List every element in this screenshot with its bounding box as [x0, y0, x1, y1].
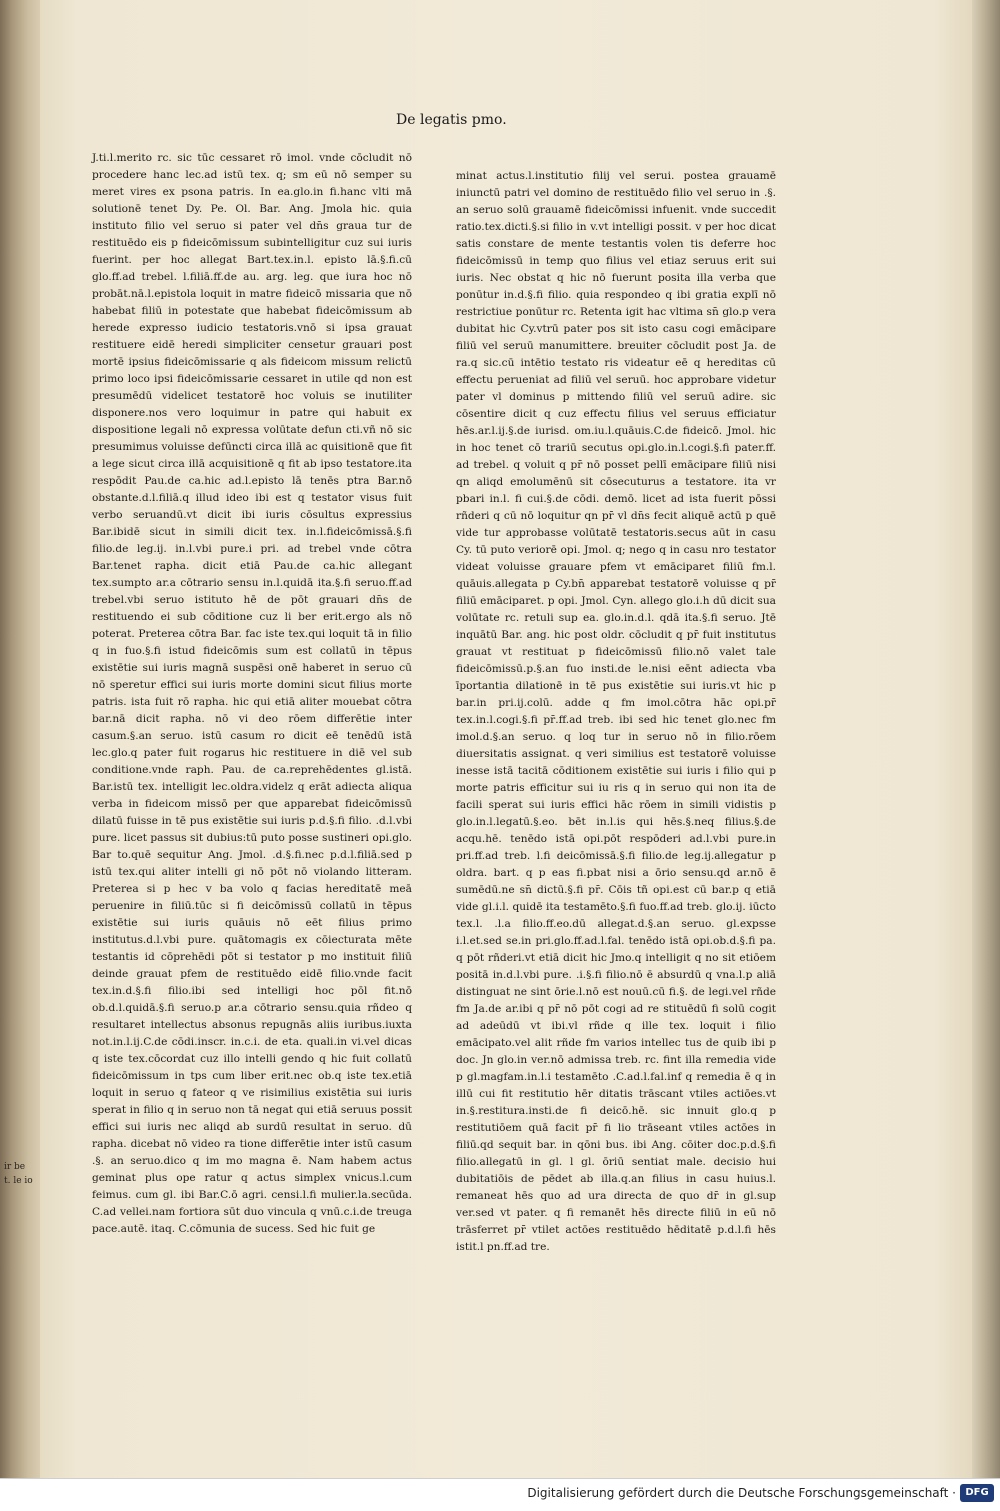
left-column-text: J.ti.l.merito rc. sic tūc cessaret rō imol. vnde cōcludit nō procedere hanc lec.ad istū tex. q; sm eū nō semper su meret vires ex psona patris. In ea.glo.in fi.hanc vlti mā solutionē tenet Dy. Pe. Ol. Bar. Ang. Jmola hic. quia instituto filio vel seruo si pater vel dn̄s graua tur de restituēdo eis p fideicōmissum subintelligitur cuz sui iuris fuerint. per hoc allegat Bart.tex.in.l. episto lā.§.fi.cū glo.ff.ad trebel. l.filiā.ff.de au. arg. leg. que iura hoc nō probāt.nā.l.epistola loquit in matre fideicō missaria que nō habebat filiū in potestate que habebat fideicōmissum ab herede expresso iudicio testatoris.vnō si ipsa grauat restituere eidē heredi simpliciter censetur grauari post mortē ipsius fideicōmissarie q als fideicom missum relictū primo loco ipsi fideicōmissarie cessaret in utile qd non est presumēdū videlicet testatorē hoc voluis se inutiliter disponere.nos vero loquimur in patre qui habuit ex dispositione legali nō expressa volūtate defun cti.vñ nō sic presumimus voluisse defūncti circa illā ac quisitionē que fit a lege sicut circa illā acquisitionē q fit ab ipso testatore.ita respōdit Pau.de ca.hic ad.l.episto lā tenēs ptra Bar.nō obstante.d.l.filiā.q illud ideo ibi est q testator visus fuit verbo seruandū.vt dicit ibi iuris cōsultus expressius Bar.ibidē sicut in simili dicit tex. in.l.fideicōmissā.§.fi filio.de leg.ij. in.l.vbi pure.i pri. ad trebel vnde cōtra Bar.tenet rapha. dicit etiā Pau.de ca.hic allegant tex.sumpto ar.a cōtrario sensu in.l.quidā ita.§.fi seruo.ff.ad trebel.vbi seruo istituto hē de pōt grauari dn̄s de restituendo ei sub cōditione cuz li ber erit.ergo als nō poterat. Preterea cōtra Bar. fac iste tex.qui loquit tā in filio q in fuo.§.fi istud fideicōmis sum est collatū in tēpus existētie sui iuris magnā suspēsi onē haberet in seruo cū nō speretur effici sui iuris morte domini sicut filius morte patris. ista fuit rō rapha. hic qui etiā aliter mouebat cōtra bar.nā dicit rapha. nō vi deo rōem differētie inter casum.§.an seruo. istū casum ro dicit eē tenēdū istā lec.glo.q pater fuit rogarus hic restituere in diē vel sub conditione.vnde raph. Pau. de ca.reprehēdentes gl.istā. Bar.istū tex. intelligit lec.oldra.videlz q erāt adiecta aliqua verba in fideicom missō per que apparebat fideicōmissū dilatū fuisse in tē pus existētie sui iuris p.d.§.fi filio. .d.l.vbi pure. licet passus sit dubius:tū puto posse sustineri opi.glo. Bar to.quē sequitur Ang. Jmol. .d.§.fi.nec p.d.l.filiā.sed p istū tex.qui aliter intelli gi nō pōt nō violando litteram. Preterea si p hec v ba volo q facias hereditatē meā peruenire in filiū.tūc si fi deicōmissū collatū in tēpus existētie sui iuris quāuis nō eēt filius primo institutus.d.l.vbi pure. quātomagis ex cōiecturata mēte testantis id cōprehēdi pōt si testator p mo instituit filiū deinde grauat pfem de restituēdo eidē filio.vnde facit tex.in.d.§.fi filio.ibi sed intelligi hoc pōl fit.nō ob.d.l.quidā.§.fi seruo.p ar.a cōtrario sensu.quia rñdeo q resultaret intellectus absonus repugnās aliis iuribus.iuxta not.in.l.ij.C.de cōdi.inscr. in.c.i. de eta. quali.in vi.vel dicas q iste tex.cōcordat cuz illo intelli gendo q hic fuit collatū fideicōmissum in tps cum liber erit.nec ob.q iste tex.etiā loquit in seruo q fateor q ve risimilius existētia sui iuris sperat in filio q in seruo non tā negat qui etiā seruus possit effici sui iuris nec aliqd ab surdū resultat in seruo. dū rapha. dicebat nō video ra tione differētie inter istū casum .§. an seruo.dico q im mo magna ē. Nam habem actus geminat plus ope ratur q actus simplex vnicus.l.cum feimus. cum gl. ibi Bar.C.ō agri. censi.l.fi mulier.la.secūda. C.ad vellei.nam fortiora sūt duo vincula q vnū.c.i.de treuga pace.autē. itaq. C.cōmunia de sucess. Sed hic fuit ge — [92, 152, 412, 1235]
margin-note: ir be t. le io — [4, 1162, 33, 1186]
right-column-text: minat actus.l.institutio filij vel serui. postea grauamē iniunctū patri vel domino de restituēdo filio vel seruo in .§. an seruo solū grauamē fideicōmissi infuenit. vnde succedit ratio.tex.dicti.§.si filio in v.vt intelligi possit. v per hoc dicat satis constare de mente testantis volen tis deferre hoc fideicōmissū in temp quo filius vel etiaz seruus erit sui iuris. Nec obstat q hic nō fuerunt posita illa verba que ponūtur in.d.§.fi filio. quia respondeo q ibi gratia explī nō restrictiue ponūtur rc. Retenta igit hac vltima sn̄ glo.p vera dubitat hic Cy.vtrū pater pos sit isto casu cogi emācipare filiū vel seruū manumittere. breuiter cōcludit post Ja. de ra.q sic.cū intētio testato ris videatur eē q hereditas cū effectu perueniat ad filiū vel seruū. hoc approbare videtur pater vl dominus p mittendo filiū vel seruū adire. sic cōsentire dicit q cuz effectu filius vel seruus efficiatur hēs.ar.l.ij.§.de iurisd. om.iu.l.quāuis.C.de fideicō. Jmol. hic in hoc tenet cō trariū secutus opi.glo.in.l.cogi.§.fi pater.ff. ad trebel. q voluit q pr̄ nō posset pellī emācipare filiū nisi qn aliqd emolumēnū sit cōsecuturus a testatore. ita vr pbari in.l. fi cui.§.de cōdi. demō. licet ad ista fuerit pōssi rñderi q cū nō loquitur qn pr̄ vl dn̄s fecit aliquē actū p quē vide tur approbasse volūtatē testatoris.secus aūt in casu Cy. tū puto veriorē opi. Jmol. q; nego q in casu nro testator videat voluisse grauare pfem vt emāciparet filiū fm.l. quāuis.allegata p Cy.bn̄ apparebat testatorē voluisse q pr̄ filiū emāciparet. p opi. Jmol. Cyn. allego glo.i.h dū dicit sua volūtate rc. retuli sup ea. glo.in.d.l. qdā ita.§.fi seruo. Jtē inquātū Bar. ang. hic post oldr. cōcludit q pr̄ fuit institutus grauat vt restituat p fideicōmissū filio.nō valet tale fideicōmissū.p.§.an fuo insti.de le.nisi eēnt adiecta vba īportantia dilationē in tē pus existētie sui iuris.vt hic p bar.in pri.ij.colū. adde q fm imol.cōtra hāc opi.pr̄ tex.in.l.cogi.§.fi pr̄.ff.ad treb. ibi sed hic tenet glo.nec fm imol.d.§.an seruo. q loq tur in seruo nō in filio.rōem diuersitatis assignat. q veri similius est testatorē voluisse inesse istā tacitā cōditionem existētie sui iuris i filio qui p morte patris efficitur sui iu ris q in seruo qui non ita de facili sperat sui iuris effici hāc rōem in simili vidistis p glo.in.l.legatū.§.eo. bēt in.l.is qui hēs.§.neq filius.§.de acqu.hē. tenēdo istā opi.pōt respōderi ad.l.vbi pure.in pri.ff.ad treb. l.fi deicōmissā.§.fi filio.de leg.ij.allegatur p oldra. bart. q p eas fi.pbat nisi a ōrio sensu.qd ar.nō ē sumēdū.ne sn̄ dictū.§.fi pr̄. Cōis tñ opi.est cū bar.p q etiā vide gl.i.l. quidē ita testamēto.§.fi fuo.ff.ad treb. glo.ij. iūcto tex.l. .l.a filio.ff.eo.dū allegat.d.§.an seruo. gl.expsse i.l.et.sed se.in pri.glo.ff.ad.l.fal. tenēdo istā opi.ob.d.§.fi pa. q pōt rñderi.vt etiā dicit hic Jmo.q intelligit q no sit etiōem positā in.d.l.vbi pure. .i.§.fi filio.nō ē absurdū q vna.l.p aliā distinguat ne sint ōrie.l.nō est nouū.cū fi.§. de legi.vel rñde fm Ja.de ar.ibi q pr̄ nō pōt cogi ad re stituēdū fi solū cogit ad adeūdū vt ibi.vl rñde q ille tex. loquit i filio emācipato.vel alit rñde fm varios intellec tus de quib ibi p doc. Jn glo.in ver.nō admissa treb. rc. fint illa remedia vide p gl.magfam.in.l.i testamēto .C.ad.l.fal.inf q remedia ē q in illū cui fit restitutio hēr ditatis trāscant vtiles actiōes.vt in.§.restitura.insti.de fi deicō.hē. sic innuit glo.q p restitutiōem quā facit pr̄ fi lio trāseant vtiles actōes in filiū.qd sequit bar. in qōni bus. ibi Ang. cōiter doc.p.d.§.fi filio.allegatū in gl. l gl. ōriū sentiat male. decisio hui dubitatiōis de pēdet ab illa.q.an filius in casu huius.l. remaneat hēs quo ad ura directa de quo dr̄ in gl.sup ver.sed vt pater. q fi remanēt hēs directe filiū in eū nō trāsferret pr̄ vtilet actōes restituēdo hēditatē p.d.l.fi hēs istit.l pn.ff.ad tre. — [456, 170, 776, 1253]
running-title: De legatis pmo. — [396, 112, 507, 128]
left-column — [92, 150, 412, 1235]
book-binding — [0, 0, 40, 1478]
dfg-logo-icon: DFG — [960, 1484, 994, 1502]
footer-credit: Digitalisierung gefördert durch die Deutsche Forschungsgemeinschaft · — [527, 1486, 956, 1500]
page-edge — [972, 0, 1000, 1478]
right-column — [456, 168, 776, 1253]
